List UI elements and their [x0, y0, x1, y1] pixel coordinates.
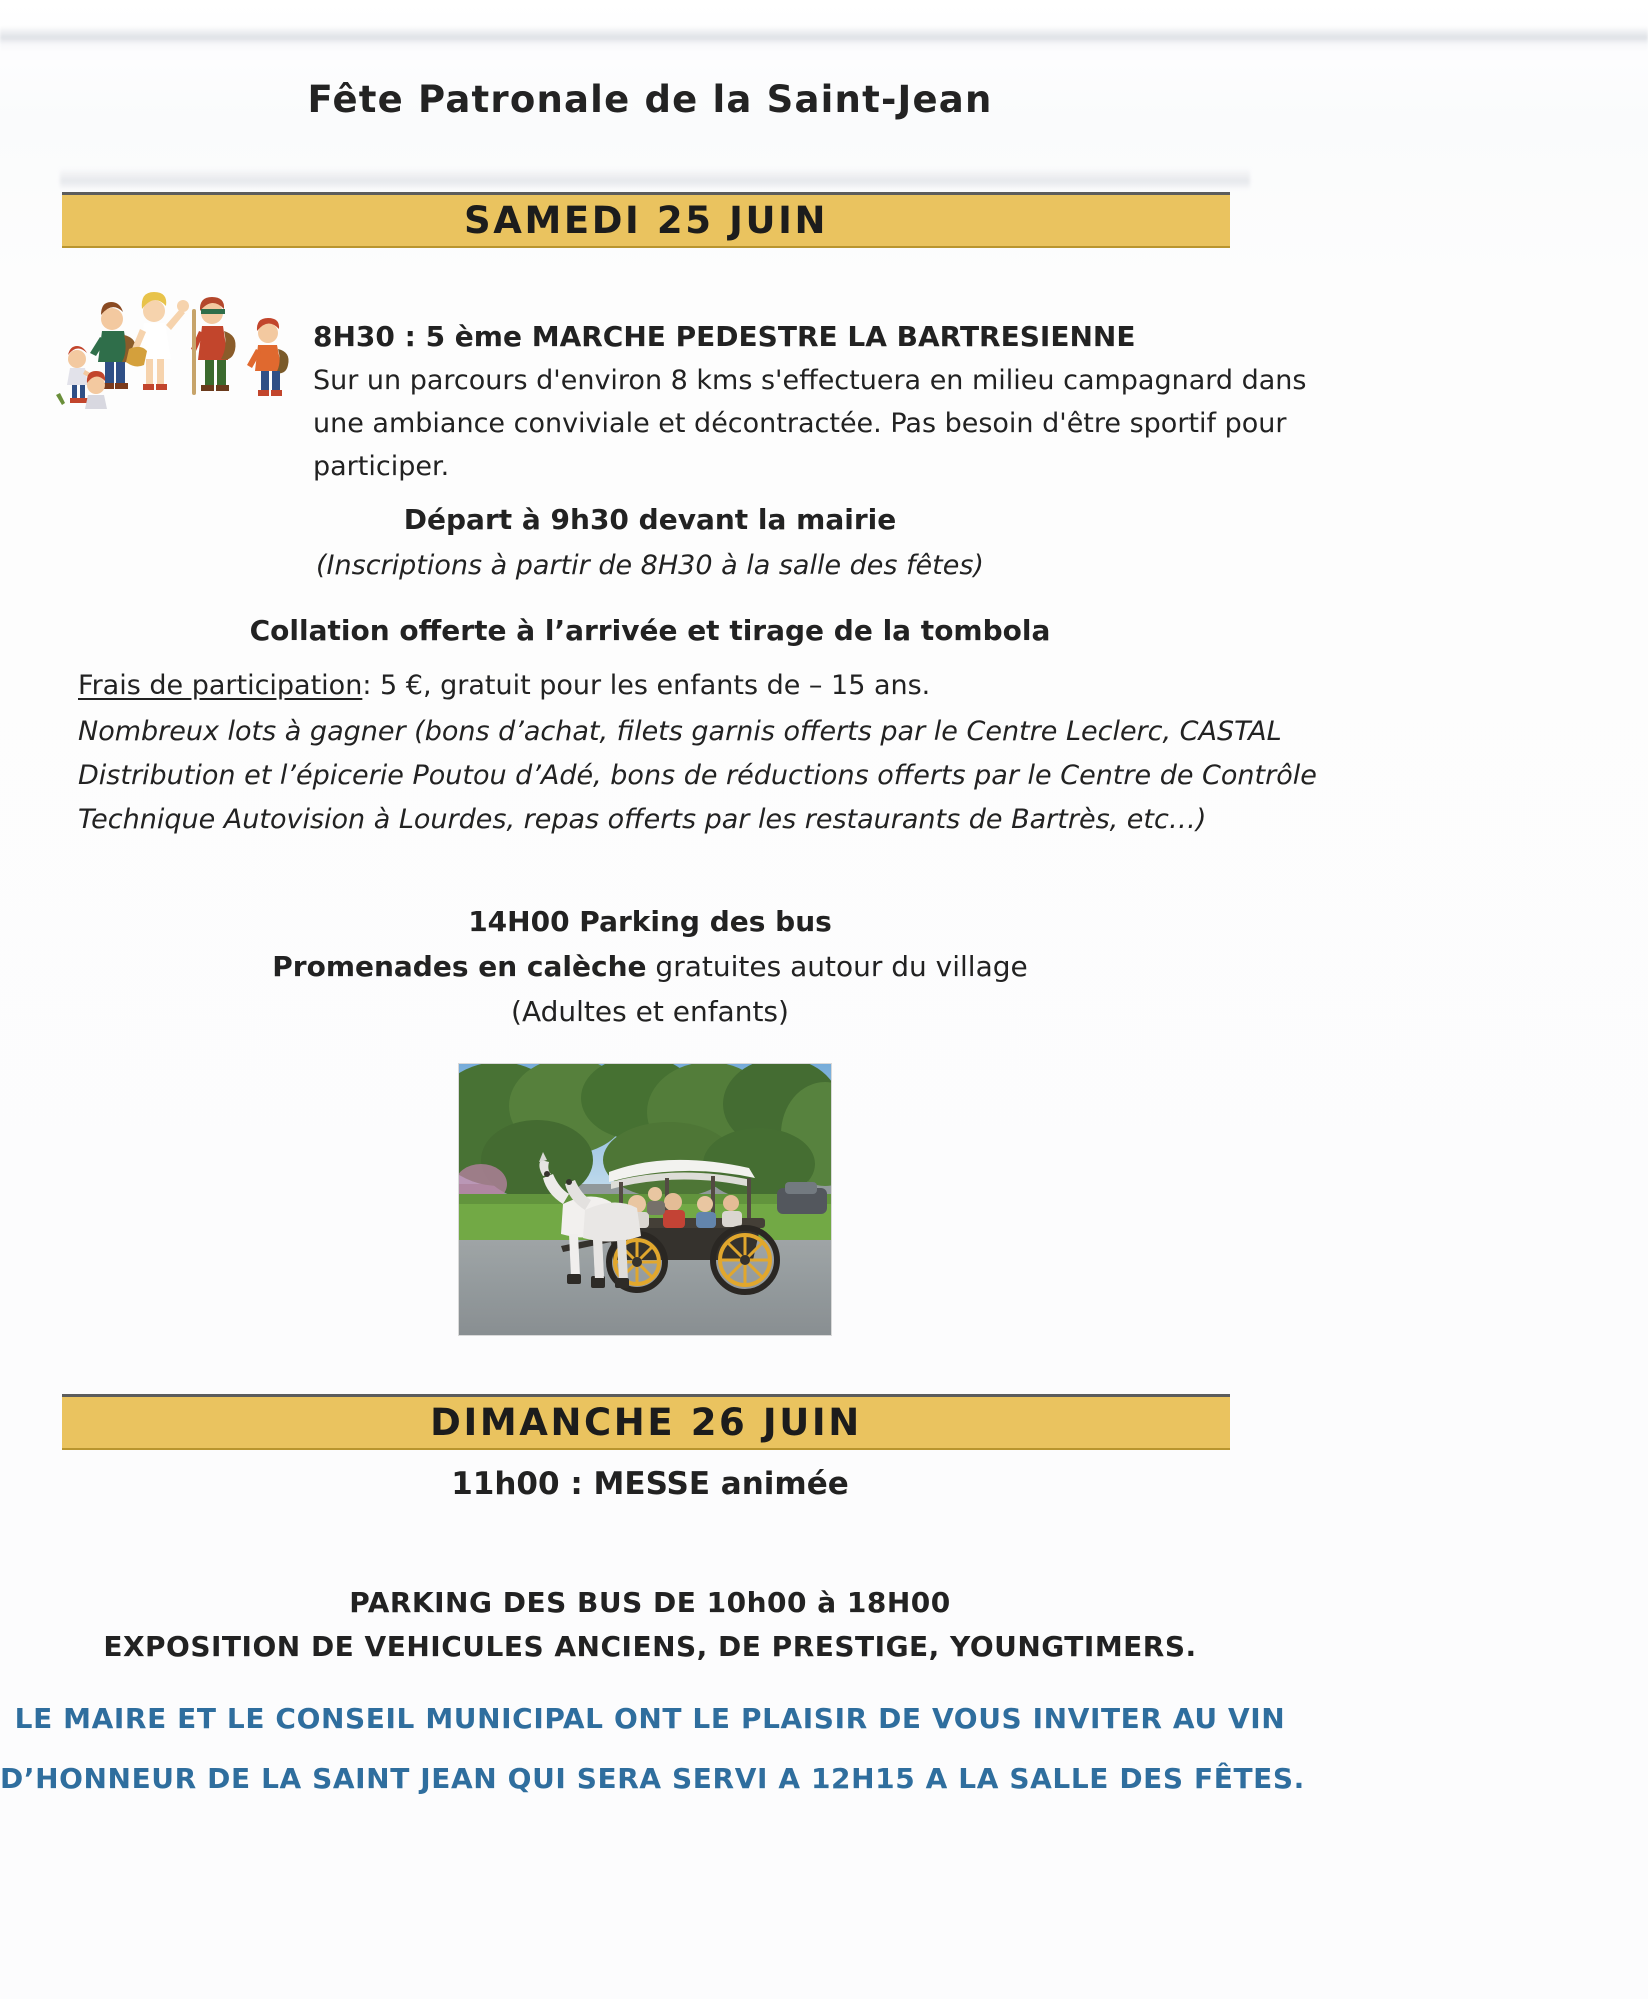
banner-sunday-label: DIMANCHE 26 JUIN [430, 1401, 862, 1444]
walk-fee-text: : 5 €, gratuit pour les enfants de – 15 ans. [362, 670, 931, 701]
walk-fee [78, 670, 930, 701]
walk-heading: 8H30 : 5 ème MARCHE PEDESTRE LA BARTRESIENNE [313, 320, 1136, 353]
sunday-mass: 11h00 : MESSE animée [451, 1466, 849, 1502]
sunday-parking: PARKING DES BUS DE 10h00 à 18H00 [349, 1586, 951, 1619]
walk-departure: Départ à 9h30 devant la mairie [403, 503, 897, 536]
scan-crease-second [60, 168, 1250, 190]
page-title: Fête Patronale de la Saint-Jean [307, 78, 993, 121]
walk-fee-label: Frais de participation [78, 670, 363, 701]
walk-prizes-line-2: Distribution et l’épicerie Poutou d’Adé, bons de réductions offerts par le Centre de Contrôle [78, 760, 1317, 791]
caleche-photo [458, 1063, 832, 1336]
walk-prizes-line-3: Technique Autovision à Lourdes, repas offerts par les restaurants de Bartrès, etc…) [78, 804, 1207, 835]
carriage-time-place: 14H00 Parking des bus [468, 905, 832, 938]
sunday-exhibition: EXPOSITION DE VEHICULES ANCIENS, DE PRESTIGE, YOUNGTIMERS. [103, 1630, 1197, 1663]
walk-description-line-2: une ambiance conviviale et décontractée. Pas besoin d'être sportif pour [313, 408, 1287, 439]
carriage-activity-bold: Promenades en calèche [272, 950, 647, 983]
carriage-activity [0, 950, 1300, 983]
walk-prizes-line-1: Nombreux lots à gagner (bons d’achat, filets garnis offerts par le Centre Leclerc, CASTAL [78, 716, 1282, 747]
carriage-audience: (Adultes et enfants) [511, 995, 789, 1028]
walk-registration: (Inscriptions à partir de 8H30 à la salle des fêtes) [316, 550, 984, 581]
walk-description-line-3: participer. [313, 451, 450, 482]
sunday-invitation-line-2: D’HONNEUR DE LA SAINT JEAN QUI SERA SERVI A 12H15 A LA SALLE DES FÊTES. [0, 1762, 1305, 1795]
sunday-invitation-line-1: LE MAIRE ET LE CONSEIL MUNICIPAL ONT LE PLAISIR DE VOUS INVITER AU VIN [14, 1702, 1286, 1735]
walking-family-clipart [36, 275, 298, 410]
walk-collation: Collation offerte à l’arrivée et tirage de la tombola [249, 614, 1051, 647]
walk-description-line-1: Sur un parcours d'environ 8 kms s'effectuera en milieu campagnard dans [313, 365, 1307, 396]
banner-sunday [62, 1394, 1230, 1450]
scan-crease-top [0, 26, 1648, 52]
banner-saturday [62, 192, 1230, 248]
banner-saturday-label: SAMEDI 25 JUIN [463, 199, 829, 242]
carriage-activity-rest: gratuites autour du village [646, 950, 1028, 983]
